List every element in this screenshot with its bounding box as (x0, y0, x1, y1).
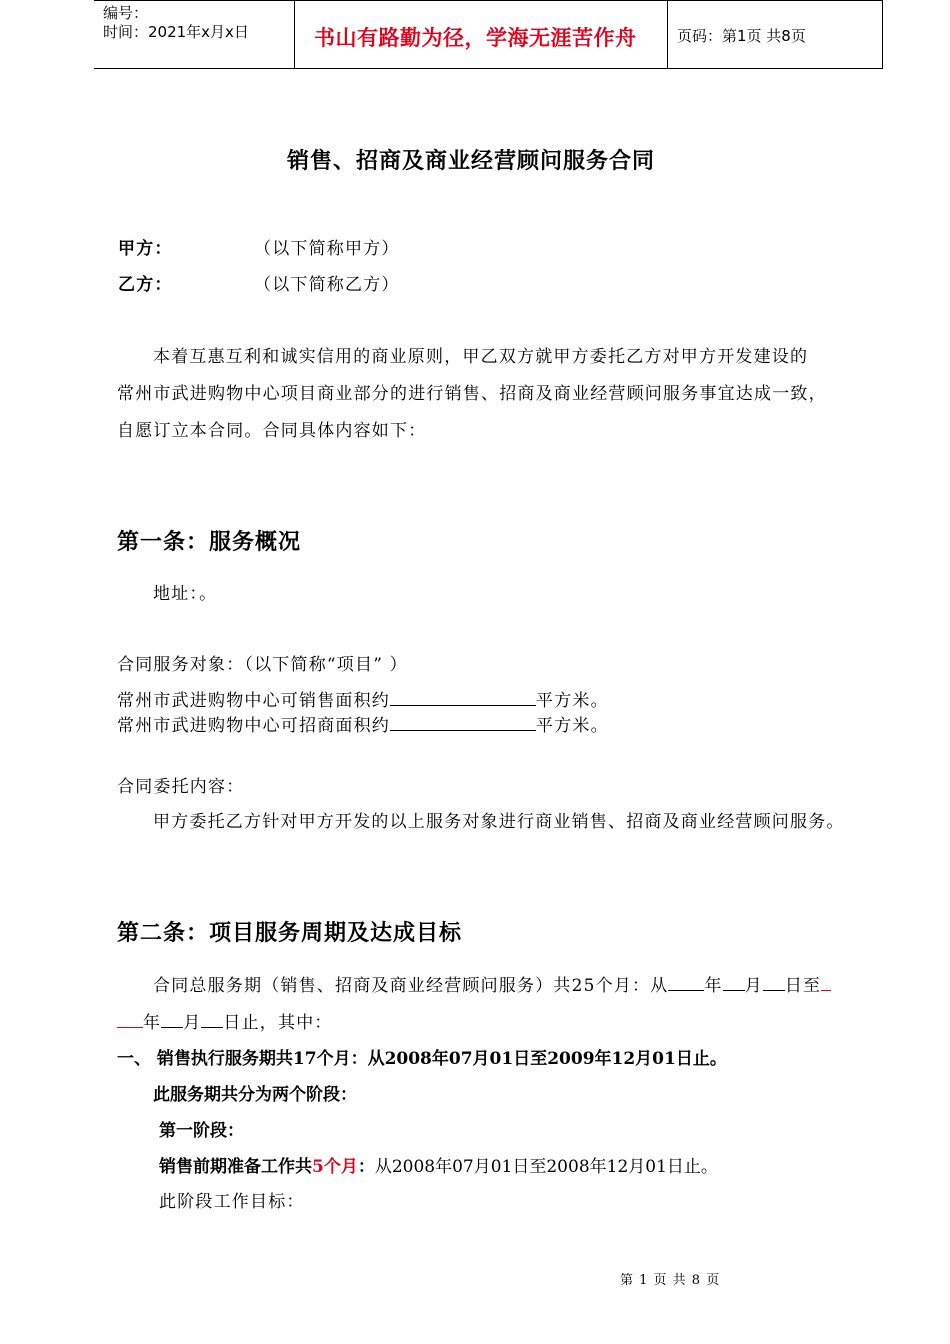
stage-1-line (159, 1152, 718, 1177)
header-divider-right (667, 0, 668, 68)
header-bottom-border (94, 68, 883, 69)
party-b-label: 乙方： (118, 275, 173, 295)
footer-page-number: 第 1 页 共 8 页 (620, 1273, 721, 1288)
party-b-note: （以下简称乙方） (254, 275, 400, 295)
sale-area-line (117, 686, 609, 711)
header-top-border (94, 0, 883, 1)
party-a-label: 甲方： (118, 239, 173, 259)
period-text-f: 月 (183, 1013, 202, 1033)
period-text-g: 日止，其中： (223, 1013, 333, 1033)
period-day-blank (763, 974, 785, 991)
period-text-c: 月 (744, 976, 763, 996)
service-period-line-1 (153, 971, 831, 996)
lease-area-blank (390, 714, 536, 731)
period-text-b: 年 (704, 976, 723, 996)
entrust-label: 合同委托内容： (117, 777, 245, 797)
header-right-edge (882, 0, 883, 68)
sales-period-subline: 此服务期共分为两个阶段： (153, 1085, 357, 1105)
sale-area-prefix: 常州市武进购物中心可销售面积约 (117, 691, 390, 711)
period-text-a: 合同总服务期（销售、招商及商业经营顾问服务）共25个月：从 (153, 976, 669, 996)
intro-line-1: 本着互惠互利和诚实信用的商业原则，甲乙双方就甲方委托乙方对甲方开发建设的 (153, 347, 809, 367)
lease-area-line (117, 711, 609, 736)
period-month-blank (723, 974, 745, 991)
sales-period-item: 一、 销售执行服务期共17个月：从2008年07月01日至2009年12月01日止。 (117, 1049, 727, 1069)
address-line: 地址：。 (153, 584, 218, 604)
article-1-heading: 第一条：服务概况 (117, 529, 302, 555)
party-a-note: （以下简称甲方） (254, 239, 400, 259)
period-year-blank (668, 974, 704, 991)
lease-area-prefix: 常州市武进购物中心可招商面积约 (117, 716, 390, 736)
document-title: 销售、招商及商业经营顾问服务合同 (287, 148, 656, 174)
stage-1-months: 5个月 (312, 1157, 358, 1177)
stage-1-colon: ： (357, 1157, 375, 1177)
sale-area-suffix: 平方米。 (536, 691, 609, 711)
service-period-line-2 (117, 1008, 333, 1033)
article-2-heading: 第二条：项目服务周期及达成目标 (117, 920, 463, 946)
sale-area-blank (390, 689, 536, 706)
lease-area-suffix: 平方米。 (536, 716, 609, 736)
intro-line-3: 自愿订立本合同。合同具体内容如下： (117, 421, 427, 441)
header-page-label: 页码：第1页 共8页 (677, 27, 806, 45)
stage-1-dates: 从2008年07月01日至2008年12月01日止。 (374, 1157, 718, 1177)
stage-1-prefix: 销售前期准备工作共 (159, 1157, 312, 1177)
header-divider-left (294, 0, 295, 68)
intro-line-2: 常州市武进购物中心项目商业部分的进行销售、招商及商业经营顾问服务事宜达成一致， (117, 384, 827, 404)
period-text-e: 年 (143, 1013, 162, 1033)
period-text-d: 日至 (784, 976, 822, 996)
serial-number-label: 编号： (103, 4, 149, 22)
period-end-day-blank (201, 1011, 223, 1028)
date-label: 时间：2021年x月x日 (103, 23, 249, 41)
stage-1-label: 第一阶段： (159, 1121, 244, 1141)
entrust-text: 甲方委托乙方针对甲方开发的以上服务对象进行商业销售、招商及商业经营顾问服务。 (153, 812, 845, 832)
period-end-year-blank-2 (117, 1011, 143, 1028)
period-end-month-blank (161, 1011, 183, 1028)
stage-1-goal: 此阶段工作目标： (159, 1192, 305, 1212)
header-motto: 书山有路勤为径，学海无涯苦作舟 (314, 26, 637, 50)
period-end-year-blank (821, 974, 831, 991)
service-object-line: 合同服务对象：（以下简称“项目” ） (117, 655, 408, 675)
